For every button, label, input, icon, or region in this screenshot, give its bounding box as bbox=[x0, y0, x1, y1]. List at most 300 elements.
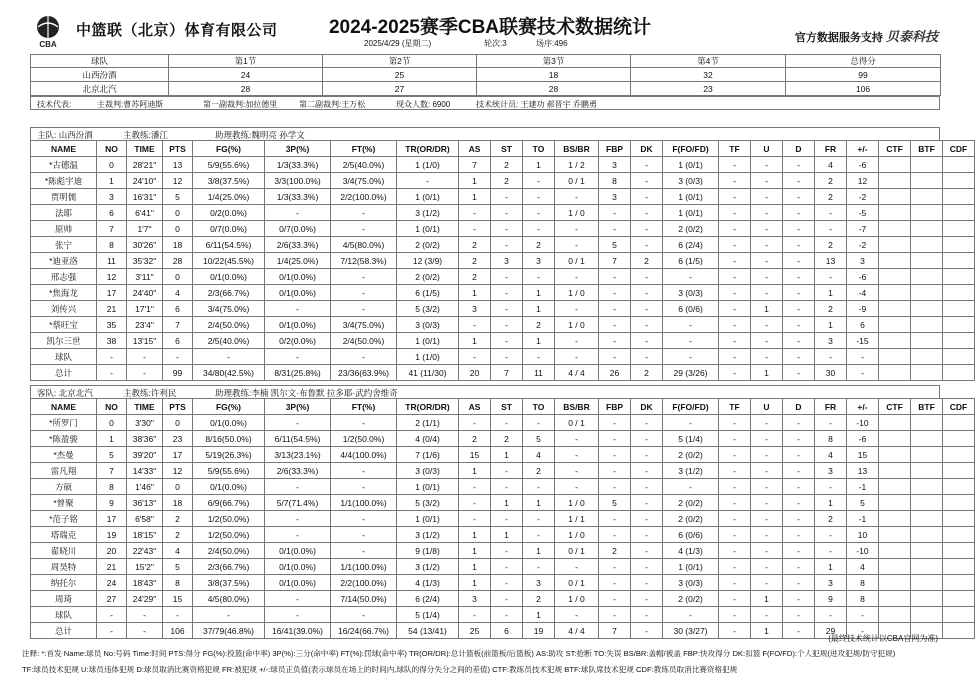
stat-cell: - bbox=[751, 463, 783, 479]
stat-cell: - bbox=[555, 463, 599, 479]
quarter-cell: 27 bbox=[323, 82, 477, 96]
stat-cell: - bbox=[397, 173, 459, 189]
stat-cell: - bbox=[555, 189, 599, 205]
stat-cell: - bbox=[193, 607, 265, 623]
stat-cell: 9 (1/8) bbox=[397, 543, 459, 559]
stat-cell: 10 bbox=[847, 527, 879, 543]
stat-cell: - bbox=[599, 431, 631, 447]
stat-cell: 12 bbox=[163, 173, 193, 189]
stat-cell bbox=[879, 431, 911, 447]
stat-cell: 1 (0/1) bbox=[397, 479, 459, 495]
stat-cell: 5 bbox=[847, 495, 879, 511]
player-row bbox=[31, 157, 975, 173]
stat-cell: 0 bbox=[163, 221, 193, 237]
stat-cell: - bbox=[523, 349, 555, 365]
stat-cell: 20 bbox=[97, 543, 127, 559]
stat-cell: 0 / 1 bbox=[555, 253, 599, 269]
stat-cell: 2 (0/2) bbox=[663, 591, 719, 607]
stat-cell: 99 bbox=[163, 365, 193, 381]
stat-cell bbox=[911, 189, 943, 205]
player-name: 刘传兴 bbox=[31, 301, 97, 317]
stat-cell: - bbox=[631, 269, 663, 285]
stat-cell: - bbox=[331, 349, 397, 365]
stat-cell: - bbox=[331, 221, 397, 237]
stat-cell: 7/14(50.0%) bbox=[331, 591, 397, 607]
stat-cell: 1 bbox=[815, 317, 847, 333]
stat-cell: 0/7(0.0%) bbox=[265, 221, 331, 237]
stat-cell: - bbox=[815, 269, 847, 285]
stat-cell: 4 bbox=[847, 559, 879, 575]
stat-cell: 0/1(0.0%) bbox=[265, 285, 331, 301]
stat-cell: 8 bbox=[847, 591, 879, 607]
stat-cell: - bbox=[631, 559, 663, 575]
stat-cell: 1 (0/1) bbox=[663, 205, 719, 221]
player-name: 周昊特 bbox=[31, 559, 97, 575]
quarter-cell: 北京北汽 bbox=[31, 82, 169, 96]
stat-cell bbox=[911, 317, 943, 333]
stat-cell: - bbox=[783, 253, 815, 269]
stat-cell: 6 (0/6) bbox=[663, 527, 719, 543]
stat-cell: 2/5(40.0%) bbox=[193, 333, 265, 349]
stat-cell: - bbox=[331, 269, 397, 285]
stat-cell: 5/19(26.3%) bbox=[193, 447, 265, 463]
stat-cell: 0 bbox=[97, 415, 127, 431]
statisticians: 技术统计员: 王建功 郝晋宇 乔鹏勇 bbox=[476, 100, 597, 109]
stat-cell: 1 / 0 bbox=[555, 205, 599, 221]
stat-cell bbox=[879, 269, 911, 285]
stat-cell: - bbox=[631, 157, 663, 173]
stat-cell: 21 bbox=[97, 301, 127, 317]
stat-cell: 1 bbox=[459, 543, 491, 559]
stat-cell bbox=[943, 511, 975, 527]
stat-cell: - bbox=[599, 317, 631, 333]
stat-cell: 1 bbox=[459, 333, 491, 349]
column-header: BS/BR bbox=[555, 399, 599, 415]
stat-cell: - bbox=[491, 269, 523, 285]
stat-cell bbox=[911, 173, 943, 189]
stat-cell: - bbox=[163, 349, 193, 365]
stat-cell: 18 bbox=[163, 495, 193, 511]
stat-cell: 1 / 2 bbox=[555, 157, 599, 173]
stat-cell: 30'26" bbox=[127, 237, 163, 253]
stat-cell: 2/3(66.7%) bbox=[193, 285, 265, 301]
stat-cell: 3/8(37.5%) bbox=[193, 173, 265, 189]
stat-cell bbox=[911, 431, 943, 447]
stat-cell: - bbox=[631, 301, 663, 317]
stat-cell: 7 bbox=[599, 623, 631, 639]
stat-cell: 1 bbox=[523, 495, 555, 511]
stat-cell: - bbox=[491, 511, 523, 527]
stat-cell: 11 bbox=[523, 365, 555, 381]
home-team-label: 主队: 山西汾酒 bbox=[37, 130, 93, 140]
stat-cell: - bbox=[751, 173, 783, 189]
stat-cell: 4/5(80.0%) bbox=[193, 591, 265, 607]
player-name: *陈盈骏 bbox=[31, 431, 97, 447]
player-row bbox=[31, 415, 975, 431]
stat-cell: 23 bbox=[163, 431, 193, 447]
stat-cell: - bbox=[783, 415, 815, 431]
stat-cell: 1 bbox=[523, 333, 555, 349]
away-coach: 主教练:许利民 bbox=[123, 388, 177, 398]
column-header: +/- bbox=[847, 141, 879, 157]
stat-cell: - bbox=[523, 189, 555, 205]
stat-cell: - bbox=[599, 285, 631, 301]
stat-cell: 2 (1/1) bbox=[397, 415, 459, 431]
stat-cell: 2 bbox=[459, 269, 491, 285]
stat-cell: - bbox=[523, 479, 555, 495]
stat-cell: - bbox=[631, 623, 663, 639]
stat-cell: - bbox=[751, 157, 783, 173]
stat-cell bbox=[879, 237, 911, 253]
stat-cell: - bbox=[331, 415, 397, 431]
home-stats-table bbox=[30, 140, 975, 381]
stat-cell: - bbox=[719, 527, 751, 543]
stat-cell: - bbox=[599, 415, 631, 431]
stat-cell: - bbox=[783, 285, 815, 301]
stat-cell: - bbox=[265, 511, 331, 527]
stat-cell: - bbox=[631, 607, 663, 623]
stat-cell: - bbox=[719, 607, 751, 623]
stat-cell: 4 bbox=[815, 447, 847, 463]
stat-cell: 2 (0/2) bbox=[397, 269, 459, 285]
stat-cell: 25 bbox=[459, 623, 491, 639]
stat-cell: 8 bbox=[163, 575, 193, 591]
stat-cell: 0 / 1 bbox=[555, 543, 599, 559]
stat-cell: - bbox=[331, 607, 397, 623]
stat-cell: - bbox=[751, 221, 783, 237]
column-header: FBP bbox=[599, 141, 631, 157]
stat-cell: -6 bbox=[847, 269, 879, 285]
stat-cell: 2/6(33.3%) bbox=[265, 237, 331, 253]
stat-cell: 1 (0/1) bbox=[397, 511, 459, 527]
stat-cell: 0/2(0.0%) bbox=[265, 333, 331, 349]
stat-cell bbox=[911, 157, 943, 173]
stat-cell: - bbox=[523, 221, 555, 237]
stat-cell: - bbox=[555, 607, 599, 623]
stat-cell: -9 bbox=[847, 301, 879, 317]
game-number: 场序:496 bbox=[536, 39, 568, 48]
report-header bbox=[0, 0, 960, 56]
player-name: 原帅 bbox=[31, 221, 97, 237]
stat-cell: 12 bbox=[163, 463, 193, 479]
player-name: *蔡旺宝 bbox=[31, 317, 97, 333]
player-name: *曾聚 bbox=[31, 495, 97, 511]
stat-cell: 18'43" bbox=[127, 575, 163, 591]
stat-cell: -6 bbox=[847, 157, 879, 173]
player-row bbox=[31, 527, 975, 543]
stat-cell: 27 bbox=[97, 591, 127, 607]
stat-cell: 0 bbox=[163, 415, 193, 431]
stat-cell: - bbox=[847, 349, 879, 365]
column-header: AS bbox=[459, 141, 491, 157]
stat-cell bbox=[911, 253, 943, 269]
stat-cell: - bbox=[815, 543, 847, 559]
stat-cell: 3/3(100.0%) bbox=[265, 173, 331, 189]
stat-cell: 1 bbox=[459, 285, 491, 301]
stat-cell: 1 (0/1) bbox=[397, 333, 459, 349]
stat-cell: - bbox=[491, 221, 523, 237]
stat-cell: - bbox=[783, 479, 815, 495]
stat-cell: 2 bbox=[459, 237, 491, 253]
stat-cell: 2 bbox=[815, 189, 847, 205]
quarter-cell: 18 bbox=[477, 68, 631, 82]
stats-header-row bbox=[31, 399, 975, 415]
stat-cell: - bbox=[719, 285, 751, 301]
stat-cell: 20 bbox=[459, 365, 491, 381]
stat-cell bbox=[879, 591, 911, 607]
player-name: 张宁 bbox=[31, 237, 97, 253]
stat-cell: 9 bbox=[815, 591, 847, 607]
stat-cell: - bbox=[631, 591, 663, 607]
home-team-header bbox=[30, 127, 940, 140]
column-header: FR bbox=[815, 141, 847, 157]
stat-cell: 0 / 1 bbox=[555, 575, 599, 591]
stat-cell: - bbox=[555, 221, 599, 237]
stat-cell: 0 / 1 bbox=[555, 173, 599, 189]
player-row bbox=[31, 575, 975, 591]
stat-cell: - bbox=[751, 479, 783, 495]
stat-cell: - bbox=[331, 463, 397, 479]
column-header: +/- bbox=[847, 399, 879, 415]
stat-cell: 2 bbox=[523, 591, 555, 607]
stat-cell: 4 bbox=[815, 157, 847, 173]
stat-cell: - bbox=[815, 205, 847, 221]
attendance: 现众人数: 6900 bbox=[396, 100, 451, 109]
stat-cell: 3 bbox=[97, 189, 127, 205]
stat-cell: - bbox=[783, 527, 815, 543]
stat-cell: - bbox=[265, 301, 331, 317]
stat-cell: - bbox=[631, 415, 663, 431]
stat-cell: 2/4(50.0%) bbox=[193, 543, 265, 559]
player-name: 总计 bbox=[31, 623, 97, 639]
column-header: NAME bbox=[31, 399, 97, 415]
stat-cell: 2 bbox=[163, 511, 193, 527]
stat-cell: 6/9(66.7%) bbox=[193, 495, 265, 511]
stat-cell: 6 (2/4) bbox=[397, 591, 459, 607]
stat-cell bbox=[911, 237, 943, 253]
column-header: DK bbox=[631, 399, 663, 415]
player-name: 球队 bbox=[31, 607, 97, 623]
stat-cell: 3 (0/3) bbox=[663, 173, 719, 189]
stat-cell: 3 bbox=[459, 591, 491, 607]
chief-referee: 主裁判:曹苏阿迪斯 bbox=[97, 100, 164, 109]
stat-cell: - bbox=[783, 365, 815, 381]
organization-name: 中篮联（北京）体育有限公司 bbox=[76, 22, 278, 39]
player-name: 塔瑞克 bbox=[31, 527, 97, 543]
stat-cell: - bbox=[491, 575, 523, 591]
column-header: TO bbox=[523, 141, 555, 157]
column-header: FT(%) bbox=[331, 399, 397, 415]
stat-cell: - bbox=[663, 607, 719, 623]
stat-cell: 3/4(75.0%) bbox=[331, 317, 397, 333]
stat-cell bbox=[911, 495, 943, 511]
column-header: U bbox=[751, 399, 783, 415]
stat-cell: 8 bbox=[599, 173, 631, 189]
stat-cell: - bbox=[631, 447, 663, 463]
stat-cell: -4 bbox=[847, 285, 879, 301]
stat-cell: - bbox=[265, 591, 331, 607]
stat-cell: - bbox=[555, 269, 599, 285]
quarter-cell: 23 bbox=[631, 82, 786, 96]
stat-cell: - bbox=[783, 447, 815, 463]
stat-cell: - bbox=[331, 285, 397, 301]
partner-label: 官方数据服务支持 bbox=[794, 32, 883, 44]
column-header: NAME bbox=[31, 141, 97, 157]
stat-cell: - bbox=[97, 349, 127, 365]
stat-cell: 5 (1/4) bbox=[663, 431, 719, 447]
stat-cell bbox=[879, 415, 911, 431]
player-row bbox=[31, 447, 975, 463]
column-header: D bbox=[783, 399, 815, 415]
stat-cell: - bbox=[751, 559, 783, 575]
stat-cell: - bbox=[599, 575, 631, 591]
stat-cell: 3 bbox=[847, 253, 879, 269]
stat-cell: - bbox=[783, 269, 815, 285]
stat-cell: 1 bbox=[523, 285, 555, 301]
final-stats-note: (最终技术统计以CBA官网为准) bbox=[828, 634, 938, 643]
stat-cell: - bbox=[783, 559, 815, 575]
svg-text:CBA: CBA bbox=[39, 40, 57, 49]
stat-cell: 7 bbox=[491, 365, 523, 381]
stat-cell: - bbox=[523, 527, 555, 543]
stat-cell: 17'1" bbox=[127, 301, 163, 317]
stat-cell: - bbox=[751, 237, 783, 253]
stat-cell bbox=[879, 173, 911, 189]
stat-cell: 2 (0/2) bbox=[663, 495, 719, 511]
stat-cell bbox=[943, 349, 975, 365]
stat-cell: 1 / 0 bbox=[555, 591, 599, 607]
stat-cell: 1 (0/1) bbox=[663, 157, 719, 173]
home-assistants: 助理教练:魏明亮 孙学文 bbox=[215, 130, 305, 140]
stat-cell: - bbox=[719, 575, 751, 591]
stat-cell: 106 bbox=[163, 623, 193, 639]
stat-cell: - bbox=[751, 333, 783, 349]
quarter-header-cell: 总得分 bbox=[786, 55, 941, 68]
column-header: TR(OR/DR) bbox=[397, 141, 459, 157]
stat-cell: - bbox=[847, 623, 879, 639]
stat-cell: - bbox=[331, 543, 397, 559]
stat-cell: 3 (0/3) bbox=[663, 575, 719, 591]
stat-cell: 1 bbox=[815, 285, 847, 301]
stat-cell: 12 bbox=[97, 269, 127, 285]
stat-cell: - bbox=[491, 591, 523, 607]
stat-cell: - bbox=[491, 479, 523, 495]
stat-cell bbox=[911, 349, 943, 365]
stat-cell: 8 bbox=[847, 575, 879, 591]
stat-cell bbox=[879, 301, 911, 317]
stat-cell: - bbox=[719, 559, 751, 575]
stat-cell: - bbox=[491, 317, 523, 333]
stat-cell: 3 (0/3) bbox=[397, 317, 459, 333]
stat-cell: - bbox=[719, 365, 751, 381]
stat-cell: 2 bbox=[815, 173, 847, 189]
stat-cell: - bbox=[719, 543, 751, 559]
stat-cell bbox=[911, 333, 943, 349]
stat-cell: - bbox=[631, 285, 663, 301]
stat-cell: 1 bbox=[523, 607, 555, 623]
stat-cell: 1 bbox=[97, 431, 127, 447]
quarter-header-cell: 第1节 bbox=[169, 55, 323, 68]
stat-cell bbox=[943, 591, 975, 607]
player-row bbox=[31, 479, 975, 495]
stat-cell: 1 bbox=[751, 365, 783, 381]
stat-cell: 7 bbox=[459, 157, 491, 173]
stat-cell: - bbox=[523, 269, 555, 285]
stat-cell: - bbox=[719, 591, 751, 607]
stat-cell bbox=[879, 333, 911, 349]
stat-cell: 3 bbox=[599, 157, 631, 173]
stat-cell: 34/80(42.5%) bbox=[193, 365, 265, 381]
player-name: 周琦 bbox=[31, 591, 97, 607]
quarter-row bbox=[31, 82, 941, 96]
stat-cell bbox=[943, 253, 975, 269]
stat-cell: 1 (0/1) bbox=[397, 221, 459, 237]
stat-cell: - bbox=[783, 173, 815, 189]
stat-cell: 2 (0/2) bbox=[397, 237, 459, 253]
stat-cell: - bbox=[815, 221, 847, 237]
stat-cell: - bbox=[265, 607, 331, 623]
column-header: CTF bbox=[879, 399, 911, 415]
stat-cell: 1 bbox=[491, 527, 523, 543]
stat-cell: 28'21" bbox=[127, 157, 163, 173]
stat-cell: - bbox=[631, 543, 663, 559]
player-row bbox=[31, 543, 975, 559]
stats-header-row bbox=[31, 141, 975, 157]
stat-cell: 3 (1/2) bbox=[397, 205, 459, 221]
stat-cell: - bbox=[783, 623, 815, 639]
stat-cell: 5 bbox=[599, 495, 631, 511]
stat-cell: 1 bbox=[459, 189, 491, 205]
stat-cell bbox=[943, 495, 975, 511]
stat-cell: - bbox=[599, 205, 631, 221]
stat-cell: 18'15" bbox=[127, 527, 163, 543]
player-name: 凯尔三世 bbox=[31, 333, 97, 349]
stat-cell: 8/16(50.0%) bbox=[193, 431, 265, 447]
stat-cell: - bbox=[599, 269, 631, 285]
stat-cell: 14'33" bbox=[127, 463, 163, 479]
stat-cell: - bbox=[491, 301, 523, 317]
stat-cell: 6'58" bbox=[127, 511, 163, 527]
stat-cell: - bbox=[719, 415, 751, 431]
stat-cell: - bbox=[331, 205, 397, 221]
stat-cell: 28 bbox=[163, 253, 193, 269]
stat-cell: - bbox=[751, 543, 783, 559]
stat-cell bbox=[911, 221, 943, 237]
column-header: TIME bbox=[127, 399, 163, 415]
officials-row bbox=[30, 96, 940, 110]
stat-cell: - bbox=[719, 333, 751, 349]
stat-cell: 1 bbox=[523, 157, 555, 173]
stat-cell: 1 (0/1) bbox=[663, 559, 719, 575]
stat-cell: 21 bbox=[97, 559, 127, 575]
stat-cell: - bbox=[599, 301, 631, 317]
stat-cell: 30 (3/27) bbox=[663, 623, 719, 639]
quarter-score-table bbox=[30, 54, 941, 96]
stat-cell: 2 bbox=[491, 173, 523, 189]
column-header: TF bbox=[719, 399, 751, 415]
stat-cell: 13 bbox=[815, 253, 847, 269]
column-header: TR(OR/DR) bbox=[397, 399, 459, 415]
stat-cell: - bbox=[491, 189, 523, 205]
stat-cell: - bbox=[127, 349, 163, 365]
stat-cell: 6'41" bbox=[127, 205, 163, 221]
stat-cell: 15'2" bbox=[127, 559, 163, 575]
player-row bbox=[31, 495, 975, 511]
stat-cell: 6/11(54.5%) bbox=[193, 237, 265, 253]
player-row bbox=[31, 333, 975, 349]
stat-cell: 6 (1/5) bbox=[663, 253, 719, 269]
stat-cell: 15 bbox=[459, 447, 491, 463]
